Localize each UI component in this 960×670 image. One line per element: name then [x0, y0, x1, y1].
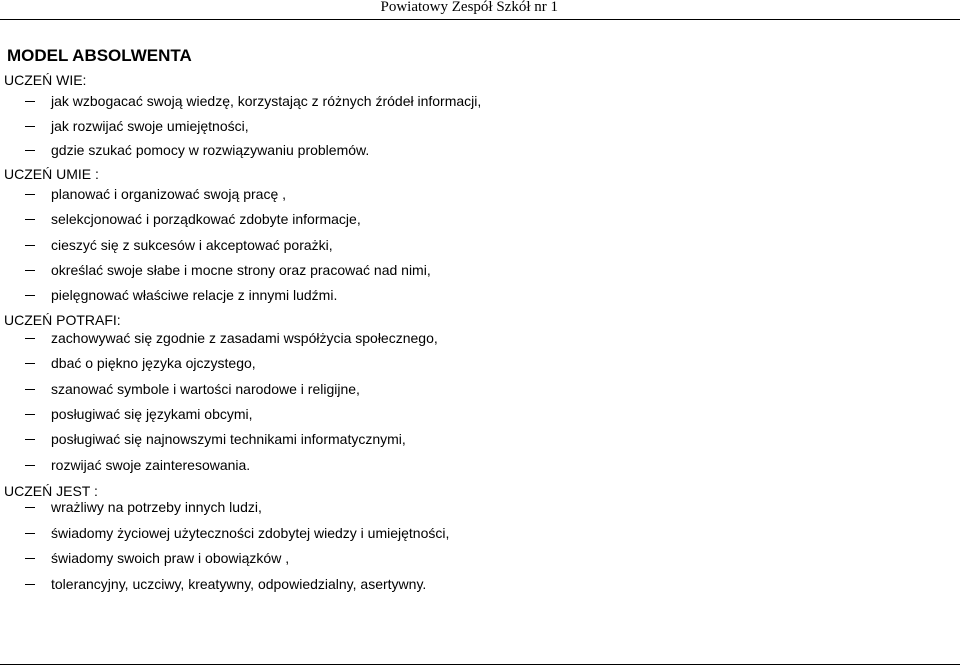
- dash-bullet: [25, 150, 35, 151]
- dash-bullet: [25, 338, 35, 339]
- list-item: [0, 354, 900, 372]
- list-item: [0, 117, 900, 135]
- header-text: Powiatowy Zespół Szkół nr 1: [380, 0, 558, 15]
- dash-bullet: [25, 465, 35, 466]
- list-item-text: świadomy życiowej użyteczności zdobytej wiedzy i umiejętności,: [51, 525, 450, 541]
- list-item: [0, 141, 900, 159]
- dash-bullet: [25, 295, 35, 296]
- dash-bullet: [25, 558, 35, 559]
- list-item: [0, 286, 900, 304]
- list-item: [0, 92, 900, 110]
- page-header: [0, 0, 960, 20]
- dash-bullet: [25, 507, 35, 508]
- list-item: [0, 549, 900, 567]
- dash-bullet: [25, 270, 35, 271]
- list-item-text: rozwijać swoje zainteresowania.: [51, 457, 251, 473]
- list-item: [0, 210, 900, 228]
- list-item: [0, 405, 900, 423]
- list-item: [0, 236, 900, 254]
- dash-bullet: [25, 219, 35, 220]
- section-heading-potrafi: UCZEŃ POTRAFI:: [4, 312, 121, 328]
- list-item-text: gdzie szukać pomocy w rozwiązywaniu problemów.: [51, 142, 370, 158]
- dash-bullet: [25, 584, 35, 585]
- section-heading-jest: UCZEŃ JEST :: [4, 483, 98, 499]
- section-heading-umie: UCZEŃ UMIE :: [4, 166, 99, 182]
- dash-bullet: [25, 194, 35, 195]
- list-item-text: posługiwać się językami obcymi,: [51, 406, 253, 422]
- list-item: [0, 430, 900, 448]
- list-item-text: tolerancyjny, uczciwy, kreatywny, odpowiedzialny, asertywny.: [51, 576, 427, 592]
- list-item-text: dbać o piękno języka ojczystego,: [51, 355, 256, 371]
- list-item-text: jak wzbogacać swoją wiedzę, korzystając z różnych źródeł informacji,: [51, 93, 482, 109]
- dash-bullet: [25, 389, 35, 390]
- list-item-text: wrażliwy na potrzeby innych ludzi,: [51, 499, 262, 515]
- list-item: [0, 185, 900, 203]
- list-item: [0, 261, 900, 279]
- list-item: [0, 498, 900, 516]
- dash-bullet: [25, 414, 35, 415]
- document-title: MODEL ABSOLWENTA: [7, 46, 192, 65]
- list-item: [0, 329, 900, 347]
- dash-bullet: [25, 126, 35, 127]
- list-item-text: świadomy swoich praw i obowiązków ,: [51, 550, 290, 566]
- section-heading-wie: UCZEŃ WIE:: [4, 72, 87, 88]
- list-item-text: szanować symbole i wartości narodowe i religijne,: [51, 381, 360, 397]
- list-item-text: planować i organizować swoją pracę ,: [51, 186, 287, 202]
- list-item: [0, 456, 900, 474]
- dash-bullet: [25, 363, 35, 364]
- list-item-text: posługiwać się najnowszymi technikami informatycznymi,: [51, 431, 406, 447]
- dash-bullet: [25, 533, 35, 534]
- list-item-text: pielęgnować właściwe relacje z innymi ludźmi.: [51, 287, 338, 303]
- list-item-text: jak rozwijać swoje umiejętności,: [51, 118, 249, 134]
- list-item-text: zachowywać się zgodnie z zasadami współżycia społecznego,: [51, 330, 438, 346]
- dash-bullet: [25, 439, 35, 440]
- list-item: [0, 380, 900, 398]
- dash-bullet: [25, 245, 35, 246]
- list-item: [0, 575, 900, 593]
- list-item-text: cieszyć się z sukcesów i akceptować porażki,: [51, 237, 333, 253]
- dash-bullet: [25, 101, 35, 102]
- list-item-text: selekcjonować i porządkować zdobyte informacje,: [51, 211, 361, 227]
- list-item: [0, 524, 900, 542]
- list-item-text: określać swoje słabe i mocne strony oraz pracować nad nimi,: [51, 262, 431, 278]
- page-bottom-rule: [0, 664, 960, 665]
